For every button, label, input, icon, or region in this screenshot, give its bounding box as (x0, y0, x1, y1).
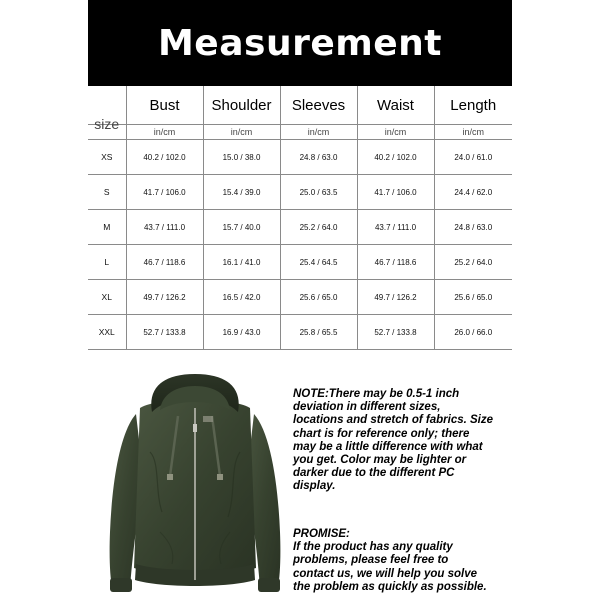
column-header-bust: Bust (126, 86, 203, 125)
table-row-xxl (88, 315, 512, 350)
waist-value: 49.7 / 126.2 (357, 280, 434, 315)
length-value: 24.4 / 62.0 (434, 175, 512, 210)
bust-value: 52.7 / 133.8 (126, 315, 203, 350)
size-column-header: size (88, 86, 126, 125)
banner-title: Measurement (157, 22, 443, 64)
unit-row (88, 125, 512, 140)
unit-cell: in/cm (357, 125, 434, 140)
column-header-waist: Waist (357, 86, 434, 125)
size-label: S (88, 175, 126, 210)
shoulder-value: 15.0 / 38.0 (203, 140, 280, 175)
bust-value: 46.7 / 118.6 (126, 245, 203, 280)
shoulder-value: 15.4 / 39.0 (203, 175, 280, 210)
table-row-s (88, 175, 512, 210)
bust-value: 43.7 / 111.0 (126, 210, 203, 245)
length-value: 24.0 / 61.0 (434, 140, 512, 175)
header-row (88, 86, 512, 125)
size-deviation-note: NOTE:There may be 0.5-1 inch deviation in different sizes, locations and stretch of fabrics. Size chart is for reference only; there may be a little difference with what you get. Color may be lighter or darker due to the different PC display. (293, 388, 494, 493)
table-row-xs (88, 140, 512, 175)
size-label: XS (88, 140, 126, 175)
fleece-hoodie-jacket-image (100, 372, 290, 600)
sleeves-value: 24.8 / 63.0 (280, 140, 357, 175)
size-label: XXL (88, 315, 126, 350)
waist-value: 52.7 / 133.8 (357, 315, 434, 350)
waist-value: 40.2 / 102.0 (357, 140, 434, 175)
shoulder-value: 16.1 / 41.0 (203, 245, 280, 280)
length-value: 25.6 / 65.0 (434, 280, 512, 315)
waist-value: 46.7 / 118.6 (357, 245, 434, 280)
sleeves-value: 25.8 / 65.5 (280, 315, 357, 350)
unit-cell: in/cm (280, 125, 357, 140)
unit-cell: in/cm (126, 125, 203, 140)
table-row-xl (88, 280, 512, 315)
size-label: XL (88, 280, 126, 315)
size-label: M (88, 210, 126, 245)
quality-promise-text: PROMISE: If the product has any quality problems, please feel free to contact us, we will help you solve the problem as quickly as possible. (293, 528, 487, 593)
column-header-length: Length (434, 86, 512, 125)
bust-value: 40.2 / 102.0 (126, 140, 203, 175)
unit-cell: in/cm (203, 125, 280, 140)
table-row-l (88, 245, 512, 280)
sleeves-value: 25.4 / 64.5 (280, 245, 357, 280)
shoulder-value: 16.5 / 42.0 (203, 280, 280, 315)
sleeves-value: 25.0 / 63.5 (280, 175, 357, 210)
length-value: 25.2 / 64.0 (434, 245, 512, 280)
length-value: 24.8 / 63.0 (434, 210, 512, 245)
column-header-sleeves: Sleeves (280, 86, 357, 125)
bust-value: 41.7 / 106.0 (126, 175, 203, 210)
shoulder-value: 15.7 / 40.0 (203, 210, 280, 245)
shoulder-value: 16.9 / 43.0 (203, 315, 280, 350)
size-chart-table (88, 86, 512, 350)
column-header-shoulder: Shoulder (203, 86, 280, 125)
unit-cell: in/cm (434, 125, 512, 140)
waist-value: 41.7 / 106.0 (357, 175, 434, 210)
product-image (100, 372, 290, 600)
table-row-m (88, 210, 512, 245)
sleeves-value: 25.6 / 65.0 (280, 280, 357, 315)
length-value: 26.0 / 66.0 (434, 315, 512, 350)
waist-value: 43.7 / 111.0 (357, 210, 434, 245)
sleeves-value: 25.2 / 64.0 (280, 210, 357, 245)
measurement-banner (88, 0, 512, 86)
bust-value: 49.7 / 126.2 (126, 280, 203, 315)
size-label: L (88, 245, 126, 280)
